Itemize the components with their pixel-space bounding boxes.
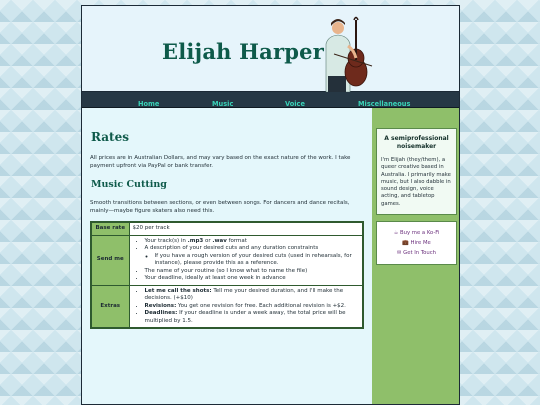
nav-miscellaneous[interactable]: Miscellaneous xyxy=(358,100,411,108)
sidebar-bio: I'm Elijah (they/them), a queer creative based in Australia. I primarily make music, but I also dabble in sound design, voice acting, and tabletop games. xyxy=(381,157,451,207)
extras-cell xyxy=(129,285,363,328)
rates-table xyxy=(90,221,364,329)
table-row xyxy=(91,235,363,285)
intro-text: All prices are in Australian Dollars, and may vary based on the exact nature of the work. I take payment upfront via PayPal or bank transfer. xyxy=(90,155,351,169)
sidebar xyxy=(372,108,460,405)
site-title[interactable]: Elijah Harper xyxy=(162,39,324,64)
send-me-list xyxy=(133,238,360,283)
extra-title: Deadlines: xyxy=(144,310,178,316)
main-content xyxy=(82,108,372,405)
list-item: • Your deadline, ideally at least one week in advance xyxy=(145,275,360,283)
contact-link[interactable] xyxy=(379,248,454,258)
profile-card xyxy=(376,128,457,215)
table-row xyxy=(91,222,363,235)
page-title: Rates xyxy=(91,130,129,144)
send-me-cell xyxy=(129,235,363,285)
base-rate-value: $20 per track xyxy=(129,222,363,235)
list-item xyxy=(145,238,360,246)
extras-list xyxy=(133,288,360,326)
list-text: or xyxy=(203,237,213,244)
list-item: • The name of your routine (so I know what to name the file) xyxy=(145,268,360,276)
nav-home[interactable]: Home xyxy=(138,100,160,108)
list-item xyxy=(145,303,360,311)
link-label: Get In Touch xyxy=(403,250,437,257)
nav-voice[interactable]: Voice xyxy=(285,100,305,108)
page-frame xyxy=(81,5,460,405)
kofi-link[interactable] xyxy=(379,228,454,238)
sidebar-links xyxy=(376,221,457,265)
envelope-icon: ✉ xyxy=(396,250,402,257)
list-text: format xyxy=(226,237,247,244)
table-row xyxy=(91,285,363,328)
list-item xyxy=(145,245,360,268)
format-mp3: .mp3 xyxy=(187,237,204,244)
list-text: A description of your desired cuts and any duration constraints xyxy=(144,245,319,251)
extra-title: Revisions: xyxy=(144,302,177,309)
sub-list-item: ◦ If you have a rough version of your desired cuts (used in rehearsals, for instance), please provide this as a reference. xyxy=(155,253,360,268)
hire-me-link[interactable] xyxy=(379,238,454,248)
cellist-illustration xyxy=(314,14,384,92)
extra-text: Tell me your desired duration, and I'll make the decisions. (+$10) xyxy=(144,287,344,301)
list-item xyxy=(145,288,360,303)
extra-text: You get one revision for free. Each additional revision is +$2. xyxy=(176,302,346,309)
format-wav: .wav xyxy=(212,237,227,244)
extra-text: If your deadline is under a week away, the total price will be multiplied by 1.5. xyxy=(144,310,346,324)
sub-list xyxy=(145,253,360,268)
main-nav xyxy=(82,92,459,108)
link-label: Buy me a Ko-Fi xyxy=(400,230,440,237)
row-label-send-me: Send me xyxy=(91,235,129,285)
sidebar-title: A semiprofessional noisemaker xyxy=(384,135,449,150)
link-label: Hire Me xyxy=(410,240,431,247)
list-item xyxy=(145,310,360,325)
coffee-icon: ☕ xyxy=(393,230,399,237)
list-text: Your track(s) in xyxy=(144,237,188,244)
site-banner xyxy=(82,6,459,92)
row-label-base-rate: Base rate xyxy=(91,222,129,235)
section-heading: Music Cutting xyxy=(91,179,167,190)
extra-title: Let me call the shots: xyxy=(144,287,212,294)
section-description: Smooth transitions between sections, or even between songs. For dancers and dance recitals, mainly—maybe figure skaters also need this. xyxy=(90,200,350,214)
briefcase-icon: 💼 xyxy=(402,240,409,247)
nav-music[interactable]: Music xyxy=(212,100,234,108)
row-label-extras: Extras xyxy=(91,285,129,328)
